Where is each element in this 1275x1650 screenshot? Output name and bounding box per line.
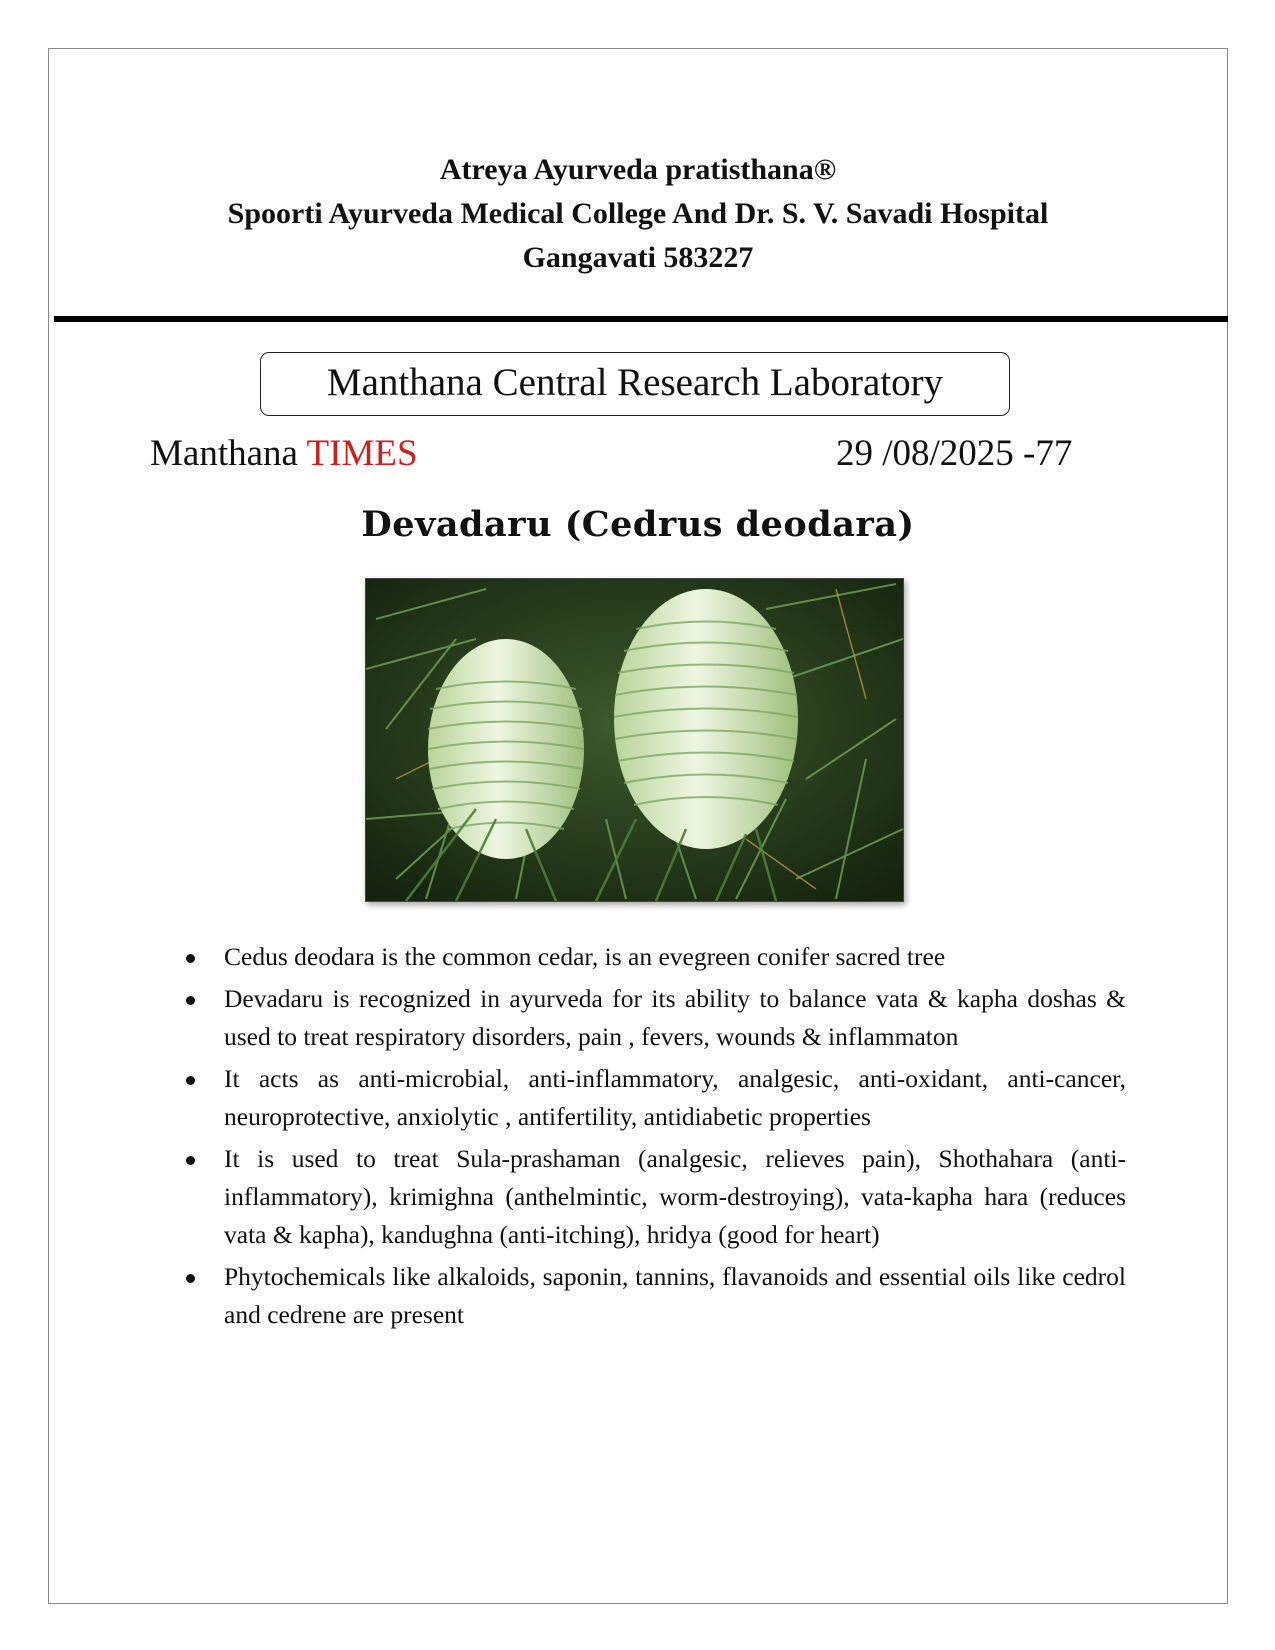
header-divider <box>54 316 1228 322</box>
lab-name: Manthana Central Research Laboratory <box>326 361 944 404</box>
college-address: Gangavati 583227 <box>522 241 754 274</box>
list-item: Cedus deodara is the common cedar, is an evegreen conifer sacred tree <box>182 938 1126 976</box>
article-title: Devadaru (Cedrus deodara) <box>361 504 915 545</box>
list-item: It acts as anti-microbial, anti-inflammatory, analgesic, anti-oxidant, anti-cancer, neuroprotective, anxiolytic , antifertility, antidiabetic properties <box>182 1060 1126 1136</box>
newsletter-name-prefix: Manthana <box>150 433 298 474</box>
bullet-icon <box>186 1076 195 1085</box>
trust-name: Atreya Ayurveda pratisthana® <box>439 153 837 186</box>
list-item: Phytochemicals like alkaloids, saponin, tannins, flavanoids and essential oils like cedrol and cedrene are present <box>182 1258 1126 1334</box>
article-bullet-list <box>182 938 1126 1338</box>
newsletter-name <box>150 430 418 478</box>
bullet-icon <box>186 954 195 963</box>
bullet-icon <box>186 996 195 1005</box>
lab-name-box <box>260 352 1010 416</box>
newsletter-name-highlight: TIMES <box>306 433 418 474</box>
college-name: Spoorti Ayurveda Medical College And Dr. S. V. Savadi Hospital <box>227 197 1049 230</box>
bullet-icon <box>186 1274 195 1283</box>
bullet-icon <box>186 1156 195 1165</box>
institution-header <box>48 148 1228 280</box>
cedar-cones-photo <box>365 578 904 902</box>
list-item: Devadaru is recognized in ayurveda for its ability to balance vata & kapha doshas & used to treat respiratory disorders, pain , fevers, wounds & inflammaton <box>182 980 1126 1056</box>
list-item: It is used to treat Sula-prashaman (analgesic, relieves pain), Shothahara (anti-inflammatory), krimighna (anthelmintic, worm-destroying), vata-kapha hara (reduces vata & kapha), kandughna (anti-itching), hridya (good for heart) <box>182 1140 1126 1254</box>
issue-date: 29 /08/2025 -77 <box>836 433 1073 474</box>
